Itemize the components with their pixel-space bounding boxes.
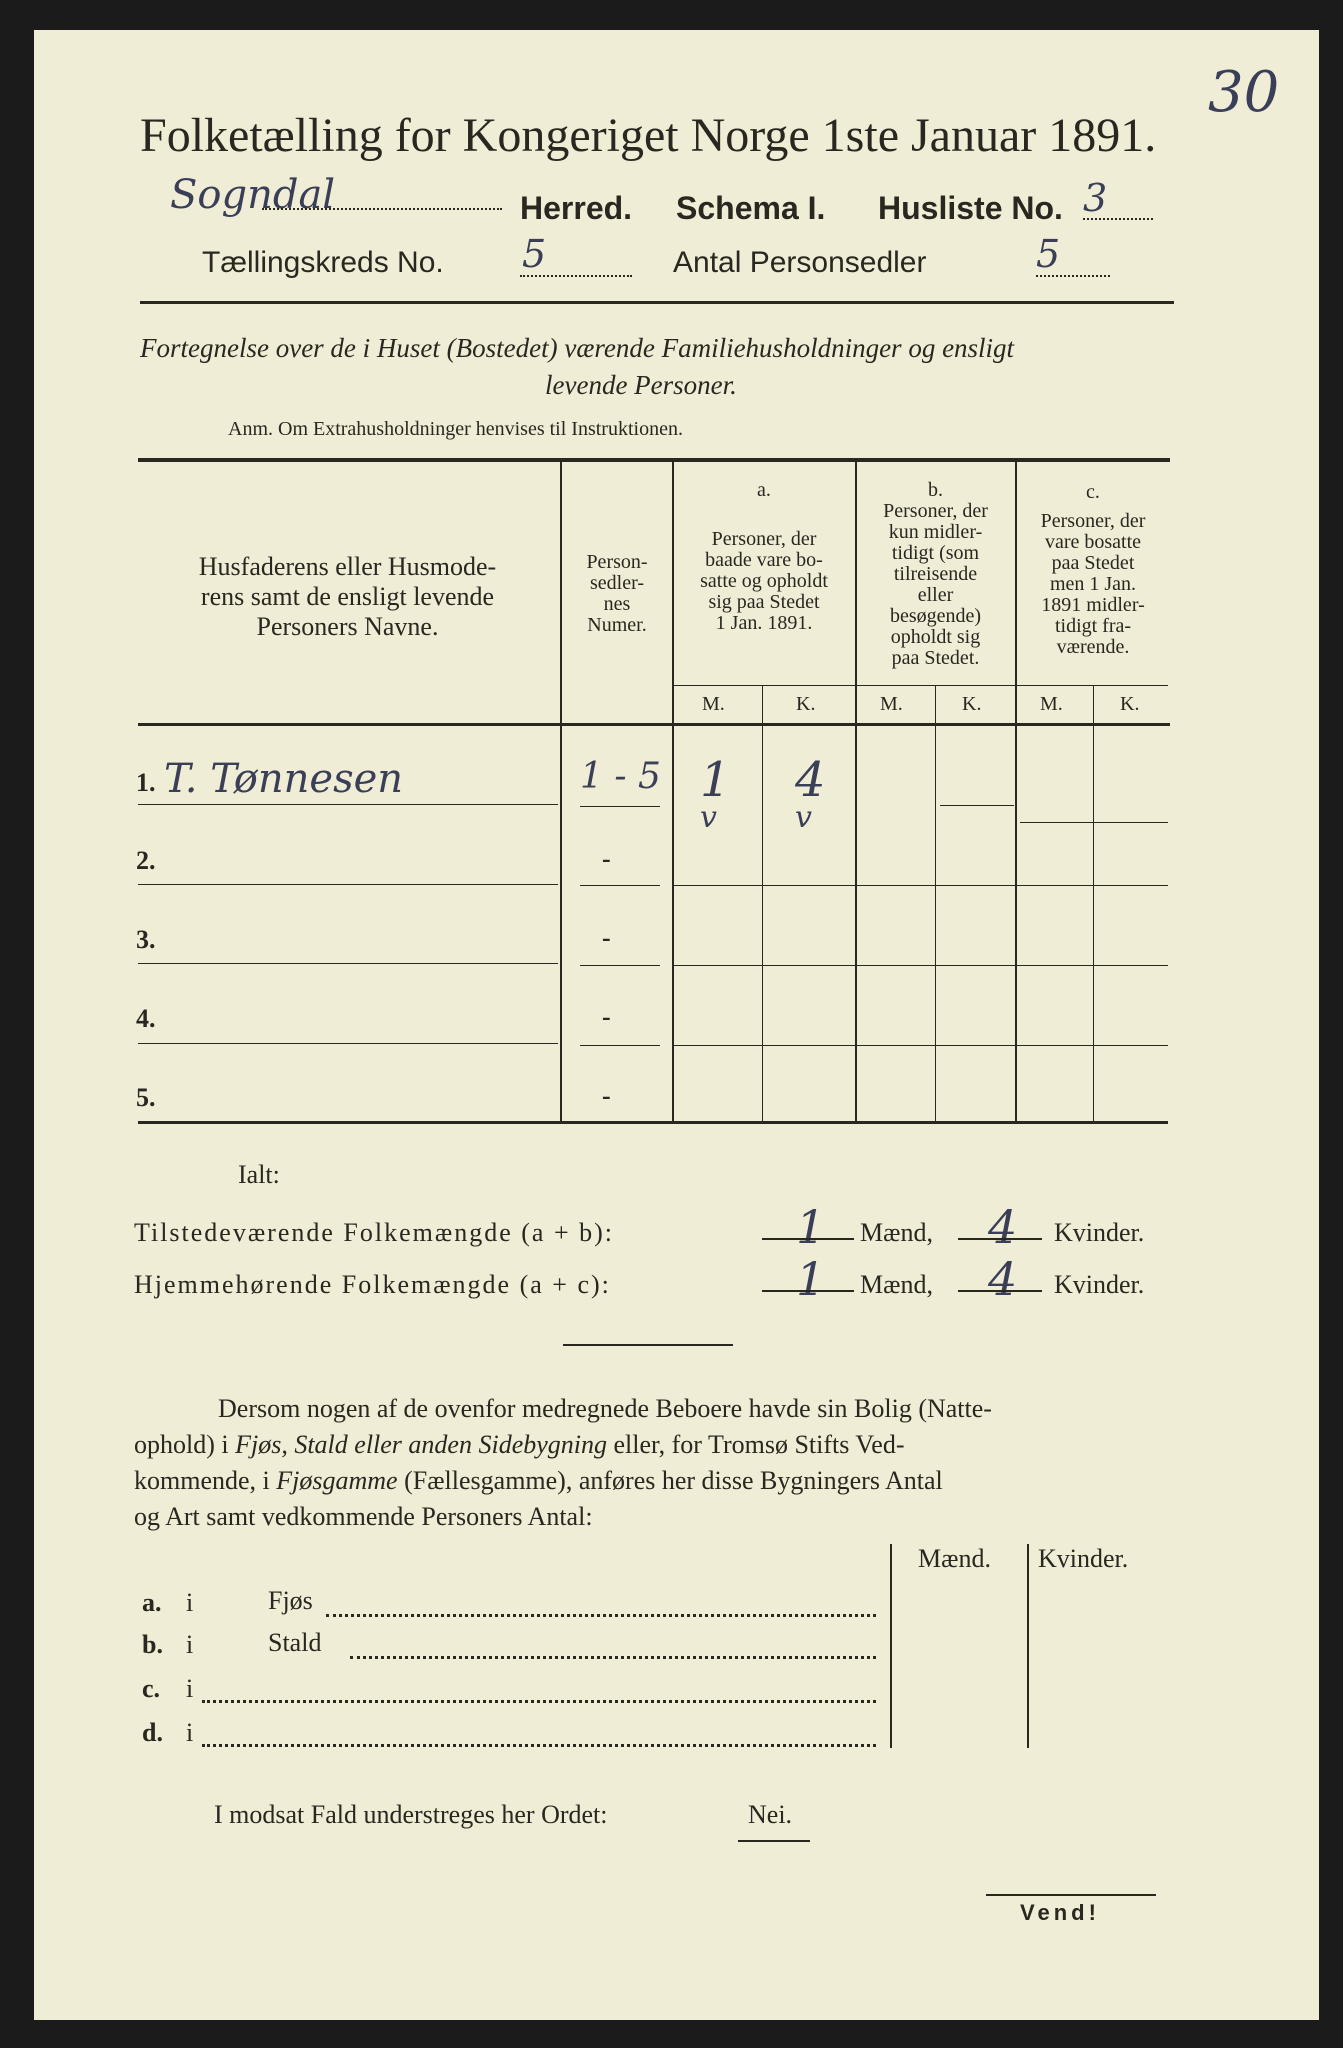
section-divider	[563, 1344, 733, 1346]
col-header-names-line: Personers Navne.	[256, 612, 439, 641]
col-a-letter: a.	[757, 479, 771, 501]
col-header-names-line: Husfaderens eller Husmode-	[198, 552, 497, 581]
building-i: i	[186, 1674, 194, 1703]
tilstede-label: Tilstedeværende Folkemængde (a + b):	[134, 1218, 614, 1247]
husliste-label: Husliste No.	[878, 190, 1063, 226]
paragraph-italic-text: Fjøsgamme	[276, 1466, 398, 1495]
buildings-maend-header: Mænd.	[918, 1544, 991, 1573]
col-header-b	[857, 480, 1014, 669]
building-i: i	[186, 1630, 194, 1659]
table-bottom-rule	[138, 1121, 1168, 1124]
row-numer: -	[602, 1002, 611, 1031]
row-rule-names	[138, 1043, 558, 1044]
intro-line-1: Fortegnelse over de i Huset (Bostedet) værende Familiehusholdninger og ensligt	[140, 333, 1015, 363]
col-a-m-label: M.	[702, 693, 725, 715]
building-dotted-line	[202, 1744, 876, 1747]
row-a-m-count: 1	[700, 752, 731, 808]
row-numer: 1 - 5	[580, 756, 661, 797]
row-rule-counts	[1020, 822, 1168, 823]
col-b-letter: b.	[928, 479, 943, 501]
buildings-divider-left	[890, 1544, 892, 1748]
row-rule-counts	[940, 805, 1014, 806]
col-header-names	[145, 552, 550, 642]
col-header-c-line: 1891 midler-	[1041, 594, 1145, 616]
anm-note: Anm. Om Extrahusholdninger henvises til Instruktionen.	[228, 418, 683, 440]
row-rule-numer	[580, 965, 660, 966]
col-header-b-line: kun midler-	[888, 521, 983, 543]
paragraph-text: eller, for Tromsø Stifts Ved-	[607, 1430, 905, 1459]
buildings-divider-right	[1027, 1544, 1029, 1748]
building-letter: d.	[142, 1718, 163, 1747]
tilstede-kvinder-value: 4	[988, 1200, 1018, 1254]
hjemme-maend-line	[762, 1290, 854, 1292]
col-header-a	[674, 480, 854, 634]
building-label: Fjøs	[268, 1586, 313, 1615]
buildings-kvinder-header: Kvinder.	[1038, 1544, 1129, 1573]
schema-label: Schema I.	[676, 190, 826, 226]
col-c-letter: c.	[1086, 481, 1100, 503]
building-i: i	[186, 1588, 194, 1617]
census-form-sheet	[34, 30, 1319, 2020]
tilstede-maend-line	[762, 1238, 854, 1240]
building-dotted-line	[350, 1656, 876, 1659]
col-header-numer-line: Numer.	[587, 614, 647, 636]
col-header-b-line: eller	[917, 584, 954, 606]
col-b-m-label: M.	[880, 693, 903, 715]
col-header-b-line: paa Stedet.	[891, 647, 980, 669]
vend-rule	[986, 1894, 1156, 1896]
herred-dotted-line	[262, 208, 502, 210]
building-i: i	[186, 1718, 194, 1747]
building-label: Stald	[268, 1628, 322, 1657]
paragraph-text: (Fællesgamme), anføres her disse Bygningers Antal	[397, 1466, 943, 1495]
col-divider-c-mk	[1093, 686, 1094, 1122]
paragraph-line-3	[134, 1466, 943, 1496]
row-numer: -	[602, 923, 611, 952]
col-c-m-label: M.	[1040, 693, 1063, 715]
page-number: 30	[1208, 60, 1280, 125]
col-divider-a-mk	[762, 686, 763, 1122]
building-dotted-line	[326, 1614, 876, 1617]
col-header-a-line: 1 Jan. 1891.	[715, 612, 813, 634]
row-rule-counts	[674, 885, 1168, 886]
building-letter: b.	[142, 1630, 163, 1659]
col-header-c-line: tidigt fra-	[1054, 615, 1132, 637]
col-header-b-line: tidigt (som	[891, 542, 980, 564]
paragraph-text: kommende, i	[134, 1466, 277, 1495]
col-header-b-line: besøgende)	[889, 605, 982, 627]
col-b-k-label: K.	[962, 693, 982, 715]
intro-line-2: levende Personer.	[545, 370, 737, 400]
row-rule-counts	[674, 965, 1168, 966]
col-header-a-line: sig paa Stedet	[708, 591, 820, 613]
mk-subheader-rule	[672, 685, 1168, 686]
row-number: 1.	[136, 768, 156, 797]
col-header-c-line: men 1 Jan.	[1049, 573, 1137, 595]
hjemme-label: Hjemmehørende Folkemængde (a + c):	[134, 1270, 611, 1299]
row-a-k-count: 4	[795, 752, 826, 808]
husliste-dotted-line	[1083, 218, 1153, 220]
hjemme-maend-value: 1	[796, 1252, 826, 1306]
hjemme-kvinder-value: 4	[988, 1252, 1018, 1306]
row-rule-names	[138, 804, 558, 805]
paragraph-line-4: og Art samt vedkommende Personers Antal:	[134, 1502, 593, 1531]
row-rule-names	[138, 963, 558, 964]
col-divider-numer	[560, 462, 562, 1122]
herred-label: Herred.	[520, 190, 633, 226]
col-header-names-line: rens samt de ensligt levende	[200, 582, 495, 611]
row-rule-names	[138, 884, 558, 885]
row-rule-numer	[580, 885, 660, 886]
husliste-number: 3	[1083, 176, 1108, 220]
col-header-c-line: vare bosatte	[1044, 531, 1142, 553]
kreds-dotted-line	[520, 275, 632, 277]
row-a-m-check: v	[700, 800, 717, 835]
building-letter: c.	[142, 1674, 161, 1703]
personsedler-number: 5	[1036, 232, 1061, 276]
ialt-label: Ialt:	[238, 1160, 280, 1189]
row-rule-counts	[674, 1045, 1168, 1046]
herred-name: Sogndal	[170, 172, 336, 218]
col-header-c-line: værende.	[1056, 636, 1130, 658]
col-header-a-line: Personer, der	[711, 528, 817, 550]
form-title: Folketælling for Kongeriget Norge 1ste Januar 1891.	[140, 109, 1157, 162]
col-header-numer-line: sedler-	[589, 572, 644, 594]
row-number: 4.	[136, 1004, 156, 1033]
col-divider-b-mk	[935, 686, 936, 1122]
paragraph-line-1: Dersom nogen af de ovenfor medregnede Beboere havde sin Bolig (Natte-	[218, 1394, 992, 1423]
col-c-k-label: K.	[1120, 693, 1140, 715]
col-header-a-line: satte og opholdt	[700, 570, 828, 592]
col-header-b-line: tilreisende	[893, 563, 978, 585]
col-header-c-line: paa Stedet	[1051, 552, 1135, 574]
row-numer: -	[602, 1081, 611, 1110]
personsedler-label: Antal Personsedler	[673, 246, 927, 279]
building-letter: a.	[142, 1588, 162, 1617]
kvinder-label: Kvinder.	[1054, 1270, 1145, 1299]
col-header-numer-line: nes	[603, 593, 631, 615]
col-header-numer-line: Person-	[586, 551, 648, 573]
col-header-b-line: opholdt sig	[890, 626, 981, 648]
col-header-c	[1017, 482, 1169, 658]
tilstede-kvinder-line	[958, 1238, 1042, 1240]
kreds-label: Tællingskreds No.	[202, 246, 444, 279]
col-header-numer	[563, 552, 671, 636]
col-header-b-line: Personer, der	[883, 500, 988, 522]
col-a-k-label: K.	[796, 693, 816, 715]
col-header-a-line: baade vare bo-	[705, 549, 823, 571]
row-a-k-check: v	[795, 800, 812, 835]
row-name: T. Tønnesen	[164, 756, 404, 802]
vend-label: Vend!	[1020, 1900, 1100, 1925]
kvinder-label: Kvinder.	[1054, 1218, 1145, 1247]
building-dotted-line	[202, 1700, 876, 1703]
row-rule-numer	[580, 806, 660, 807]
tilstede-maend-value: 1	[796, 1200, 826, 1254]
maend-label: Mænd,	[860, 1218, 933, 1247]
row-number: 5.	[136, 1083, 156, 1112]
hjemme-kvinder-line	[958, 1290, 1042, 1292]
personsedler-dotted-line	[1036, 275, 1110, 277]
paragraph-line-2	[134, 1430, 905, 1460]
nei-underline	[738, 1840, 810, 1842]
modsat-text: I modsat Fald understreges her Ordet:	[214, 1800, 608, 1829]
col-header-c-line: Personer, der	[1040, 510, 1146, 532]
paragraph-italic-text: Fjøs, Stald eller anden Sidebygning	[235, 1430, 607, 1459]
header-rule	[140, 301, 1174, 304]
nei-word: Nei.	[748, 1800, 793, 1829]
maend-label: Mænd,	[860, 1270, 933, 1299]
row-number: 3.	[136, 925, 156, 954]
row-numer: -	[602, 844, 611, 873]
kreds-number: 5	[522, 232, 547, 276]
row-rule-numer	[580, 1045, 660, 1046]
paragraph-text: ophold) i	[134, 1430, 236, 1459]
row-number: 2.	[136, 846, 156, 875]
